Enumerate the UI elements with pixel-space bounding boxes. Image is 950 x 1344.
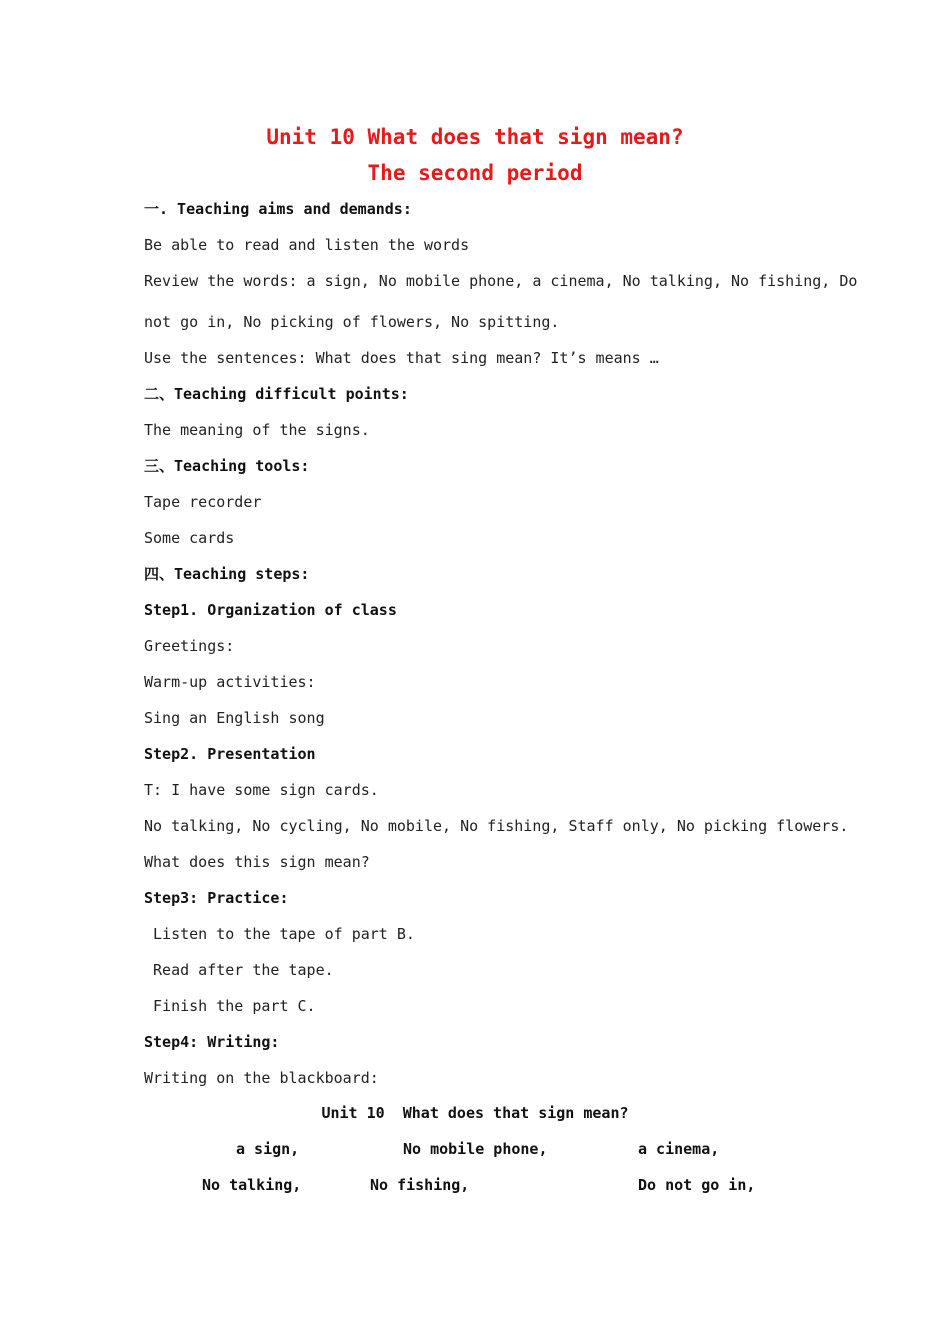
tools-line-1: Tape recorder — [144, 493, 262, 511]
tools-line-2: Some cards — [144, 529, 235, 547]
step1-heading: Step1. Organization of class — [144, 601, 397, 619]
step3-heading: Step3: Practice: — [144, 889, 289, 907]
blackboard-item: a sign, — [236, 1140, 300, 1158]
blackboard-item: No talking, — [202, 1176, 302, 1194]
step2-heading: Step2. Presentation — [144, 745, 316, 763]
aims-line-4: Use the sentences: What does that sing mean? It’s means … — [144, 349, 659, 367]
document-title: Unit 10 What does that sign mean? — [266, 125, 684, 149]
blackboard-item: No mobile phone, — [403, 1140, 548, 1158]
step4-line-1: Writing on the blackboard: — [144, 1069, 379, 1087]
aims-line-2: Review the words: a sign, No mobile phone, a cinema, No talking, No fishing, Do — [144, 272, 858, 290]
document-subtitle: The second period — [367, 161, 583, 185]
step1-line-1: Greetings: — [144, 637, 235, 655]
aims-line-1: Be able to read and listen the words — [144, 236, 470, 254]
aims-line-3: not go in, No picking of flowers, No spitting. — [144, 313, 560, 331]
step1-line-3: Sing an English song — [144, 709, 325, 727]
step2-line-2: No talking, No cycling, No mobile, No fishing, Staff only, No picking flowers. — [144, 817, 849, 835]
step3-line-1: Listen to the tape of part B. — [144, 925, 415, 943]
step2-line-1: T: I have some sign cards. — [144, 781, 379, 799]
blackboard-item: Do not go in, — [638, 1176, 756, 1194]
blackboard-title: Unit 10 What does that sign mean? — [321, 1104, 629, 1122]
blackboard-item: No fishing, — [370, 1176, 470, 1194]
step1-line-2: Warm-up activities: — [144, 673, 316, 691]
section-heading-difficult: 二、Teaching difficult points: — [144, 385, 409, 403]
blackboard-item: a cinema, — [638, 1140, 720, 1158]
section-heading-aims: 一. Teaching aims and demands: — [144, 200, 412, 218]
difficult-line-1: The meaning of the signs. — [144, 421, 370, 439]
step4-heading: Step4: Writing: — [144, 1033, 280, 1051]
section-heading-steps: 四、Teaching steps: — [144, 565, 310, 583]
step3-line-3: Finish the part C. — [144, 997, 316, 1015]
step2-line-3: What does this sign mean? — [144, 853, 370, 871]
section-heading-tools: 三、Teaching tools: — [144, 457, 310, 475]
step3-line-2: Read after the tape. — [144, 961, 334, 979]
